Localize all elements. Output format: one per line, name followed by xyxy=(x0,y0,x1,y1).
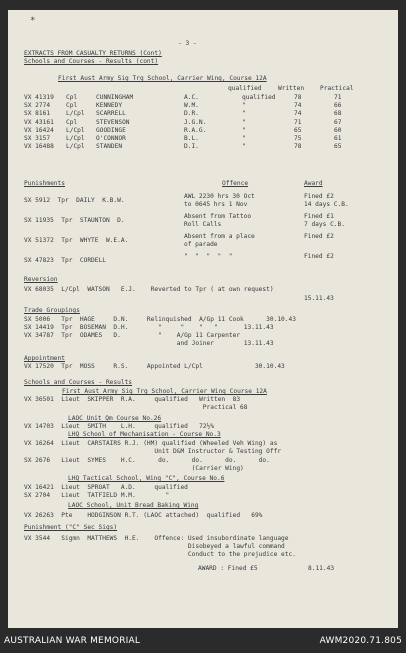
appointment-title: Appointment xyxy=(24,355,65,362)
trade-grouping-line: and Joiner 13.11.43 xyxy=(24,340,274,347)
result-written: 78 xyxy=(294,143,302,151)
result-written: 71 xyxy=(294,118,302,126)
archive-footer xyxy=(0,631,406,653)
result-rank: L/Cpl xyxy=(66,110,85,118)
trade-grouping-line: SX 14419 Tpr BOSEMAN D.H. " " " " 13.11.43 xyxy=(24,324,274,331)
result-qualified: " xyxy=(242,135,246,142)
reversion-title: Reversion xyxy=(24,276,58,283)
punishments-title: Punishments xyxy=(24,180,65,187)
heading-extracts: EXTRACTS FROM CASUALTY RETURNS (Cont) xyxy=(24,50,162,57)
result-qualified: " xyxy=(242,143,246,151)
course-4-row-2: Unit D&M Instructor & Testing Offr xyxy=(24,448,282,455)
course-title-3: LAOC Unit Qm Course No.26 xyxy=(68,415,162,422)
result-name: STEVENSON xyxy=(96,118,130,126)
result-written: 74 xyxy=(294,110,302,118)
heading-schools-courses: Schools and Courses - Results (cont) xyxy=(24,58,159,65)
punishment-2-row-2: Disobeyed a lawful command xyxy=(24,543,285,550)
result-initials: A.C. xyxy=(184,94,199,101)
course-title-6: LAOC School, Unit Bread Baking Wing xyxy=(68,502,199,509)
course-3-row: VX 14703 Lieut SMITH L.H. qualified 72½% xyxy=(24,423,214,430)
result-name: O'CONNOR xyxy=(96,135,126,142)
course-2-row-2: Practical 68 xyxy=(24,404,248,411)
course-4-row-1: VX 16264 Lieut CARSTAIRS R.J. (HM) qualified (Wheeled Veh Wing) as xyxy=(24,440,278,447)
result-qualified: qualified xyxy=(242,94,276,101)
course-5-row-2: SX 2704 Lieut TATFIELD M.M. " xyxy=(24,492,170,499)
punishment-award: Fined £1 xyxy=(304,213,334,220)
punishment-offence-cont: Roll Calls xyxy=(184,221,222,228)
result-rank: Cpl xyxy=(66,118,78,126)
offence-title: Offence xyxy=(222,180,249,187)
punishment-award: Fined £2 xyxy=(304,193,334,200)
col-qualified: qualified xyxy=(228,85,262,92)
trade-grouping-line: SX 5006 Tpr HAGE D.N. Relinquished A/Gp 11 Cook 30.10.43 xyxy=(24,316,296,323)
result-rank: L/Cpl xyxy=(66,143,85,151)
reversion-date: 15.11.43 xyxy=(304,295,334,302)
result-service-number: VX 16488 xyxy=(24,143,54,151)
course-5-row-1: VX 16421 Lieut SPROAT A.D. qualified xyxy=(24,484,188,491)
result-qualified: " xyxy=(242,126,246,134)
punishment-2-date: 8.11.43 xyxy=(308,565,335,572)
course-4-row-4: (Carrier Wing) xyxy=(24,465,244,472)
course-2-row-1: VX 36501 Lieut SKIPPER R.A. qualified Written 83 xyxy=(24,396,241,403)
document-page xyxy=(8,10,398,628)
punishment-offence: Absent from a place xyxy=(184,233,255,240)
punishment-soldier: SX 5912 Tpr DAILY K.B.W. xyxy=(24,197,125,204)
punishment-offence-cont: to 0645 hrs 1 Nov xyxy=(184,201,248,208)
punishment-offence: Absent from Tattoo xyxy=(184,213,252,220)
result-initials: R.A.G. xyxy=(184,126,207,134)
result-service-number: SX 8161 xyxy=(24,110,51,118)
punishment-award-cont: 14 days C.B. xyxy=(304,201,349,208)
punishment-offence: AWL 2230 hrs 30 Oct xyxy=(184,193,255,200)
course-4-row-3: SX 2676 Lieut SYMES H.C. do. do. do. do. xyxy=(24,457,270,464)
page-number: - 3 - xyxy=(178,40,197,47)
result-initials: B.L. xyxy=(184,135,199,142)
trade-title: Trade Groupings xyxy=(24,307,80,314)
result-initials: D.I. xyxy=(184,143,199,151)
result-written: 75 xyxy=(294,135,302,142)
result-practical: 65 xyxy=(334,143,342,151)
result-practical: 71 xyxy=(334,94,342,101)
result-service-number: SX 2774 xyxy=(24,102,51,110)
course-title-4: LHQ School of Mechanisation - Course No.3 xyxy=(68,431,221,438)
result-written: 74 xyxy=(294,102,302,110)
result-qualified: " xyxy=(242,118,246,126)
punishment-award: Fined £2 xyxy=(304,233,334,240)
trade-grouping-line: VX 34787 Tpr ODAMES D. " A/Gp 11 Carpenter xyxy=(24,332,241,339)
result-initials: W.M. xyxy=(184,102,199,110)
punishment-award: Fined £2 xyxy=(304,253,334,260)
punishment-2-title: Punishment ("C" Sec Sigs) xyxy=(24,524,118,531)
result-name: KENNEDY xyxy=(96,102,123,110)
result-service-number: VX 16424 xyxy=(24,126,54,134)
punishment-soldier: VX 51372 Tpr WHYTE W.E.A. xyxy=(24,237,129,244)
result-initials: J.G.N. xyxy=(184,118,207,126)
punishment-offence: " " " " " xyxy=(184,253,233,260)
result-qualified: " xyxy=(242,110,246,118)
appointment-line: VX 17520 Tpr MOSS R.S. Appointed L/Cpl 30.10.43 xyxy=(24,363,285,370)
course-title-5: LHQ Tactical School, Wing "C", Course No.6 xyxy=(68,475,225,482)
result-rank: Cpl xyxy=(66,94,78,101)
course-title-1: First Aust Army Sig Trg School, Carrier Wing, Course 12A xyxy=(58,75,267,82)
course-6-row: VX 26263 Pte HODGINSON R.T. (LAOC attached) qualified 69% xyxy=(24,512,263,519)
result-practical: 66 xyxy=(334,102,342,110)
result-service-number: SX 3157 xyxy=(24,135,51,142)
result-service-number: VX 43161 xyxy=(24,118,54,126)
result-name: SCARRELL xyxy=(96,110,126,118)
result-service-number: VX 41319 xyxy=(24,94,54,101)
punishment-2-award: AWARD : Fined £5 xyxy=(198,565,258,572)
result-practical: 68 xyxy=(334,110,342,118)
result-rank: Cpl xyxy=(66,102,78,110)
course-title-2: First Aust Army Sig Trg School, Carrier Wing Course 12A xyxy=(62,388,267,395)
result-written: 78 xyxy=(294,94,302,101)
col-practical: Practical xyxy=(320,85,354,92)
punishment-soldier: SX 11935 Tpr STAUNTON D. xyxy=(24,217,125,224)
result-practical: 67 xyxy=(334,118,342,126)
footer-accession-number: AWM2020.71.805 xyxy=(319,636,402,646)
result-rank: L/Cpl xyxy=(66,126,85,134)
result-practical: 60 xyxy=(334,126,342,134)
col-written: Written xyxy=(278,85,305,92)
reversion-line: VX 68035 L/Cpl WATSON E.J. Reverted to Tpr ( at own request) xyxy=(24,286,274,293)
result-initials: D.R. xyxy=(184,110,199,118)
punishment-2-row-3: Conduct to the prejudice etc. xyxy=(24,551,296,558)
result-written: 65 xyxy=(294,126,302,134)
result-name: GOODINGE xyxy=(96,126,126,134)
pencil-mark: * xyxy=(30,16,36,26)
result-name: CUNNINGHAM xyxy=(96,94,134,101)
result-practical: 61 xyxy=(334,135,342,142)
punishment-2-row-1: VX 3544 Sigmn MATTHEWS H.E. Offence: Used insubordinate language xyxy=(24,535,289,542)
footer-institution: AUSTRALIAN WAR MEMORIAL xyxy=(4,636,141,646)
punishment-award-cont: 7 days C.B. xyxy=(304,221,345,228)
schools-2-title: Schools and Courses - Results xyxy=(24,379,133,386)
punishment-offence-cont: of parade xyxy=(184,241,218,248)
punishment-soldier: SX 47823 Tpr CORDELL xyxy=(24,257,106,264)
result-qualified: " xyxy=(242,102,246,110)
result-name: STANDEN xyxy=(96,143,123,151)
award-title: Award xyxy=(304,180,323,187)
result-rank: L/Cpl xyxy=(66,135,85,142)
